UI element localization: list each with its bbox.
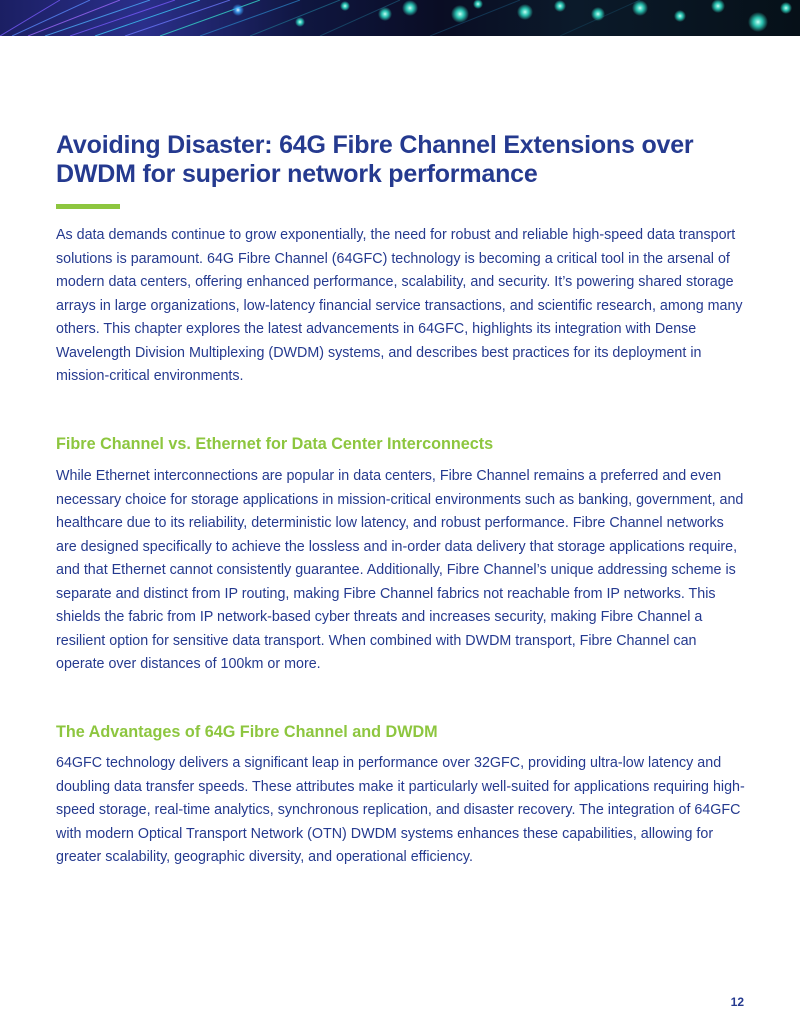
section-body-fc-vs-ethernet: While Ethernet interconnections are popular in data centers, Fibre Channel remains a preferred and even necessary choice for storage applications in mission-critical environments such as banking, government, and healthcare due to its reliability, deterministic low latency, and robust performance. Fibre Channel networks are designed specifically to achieve the lossless and in-order data delivery that storage applications require, and that Ethernet cannot consistently guarantee. Additionally, Fibre Channel’s unique addressing scheme is separate and distinct from IP routing, making Fibre Channel fabrics not reachable from IP networks. This shields the fabric from IP network-based cyber threats and increases security, making Fibre Channel a resilient option for sensitive data transport. When combined with DWDM transport, Fibre Channel can operate over distances of 100km or more. bbox=[56, 468, 744, 672]
section-heading-advantages: The Advantages of 64G Fibre Channel and DWDM bbox=[56, 723, 438, 741]
intro-paragraph: As data demands continue to grow exponentially, the need for robust and reliable high-speed data transport solutions is paramount. 64G Fibre Channel (64GFC) technology is becoming a critical tool in the arsenal of modern data centers, offering enhanced performance, scalability, and security. It’s powering shared storage arrays in large organizations, low-latency financial service transactions, and scientific research, among many others. This chapter explores the latest advancements in 64GFC, highlights its integration with Dense Wavelength Division Multiplexing (DWDM) systems, and describes best practices for its deployment in mission-critical environments. bbox=[56, 227, 743, 384]
section-body-advantages: 64GFC technology delivers a significant leap in performance over 32GFC, providing ultra-low latency and doubling data transfer speeds. These attributes make it particularly well-suited for applications requiring high-speed storage, real-time analytics, synchronous replication, and disaster recovery. The integration of 64GFC with modern Optical Transport Network (OTN) DWDM systems enhances these capabilities, allowing for greater scalability, geographic diversity, and operational efficiency. bbox=[56, 755, 745, 865]
page-title: Avoiding Disaster: 64G Fibre Channel Extensions over DWDM for superior network performance bbox=[56, 131, 694, 188]
page-number: 12 bbox=[730, 995, 744, 1009]
title-accent-rule bbox=[56, 204, 120, 209]
header-banner-image bbox=[0, 0, 800, 36]
section-heading-fc-vs-ethernet: Fibre Channel vs. Ethernet for Data Center Interconnects bbox=[56, 435, 494, 453]
